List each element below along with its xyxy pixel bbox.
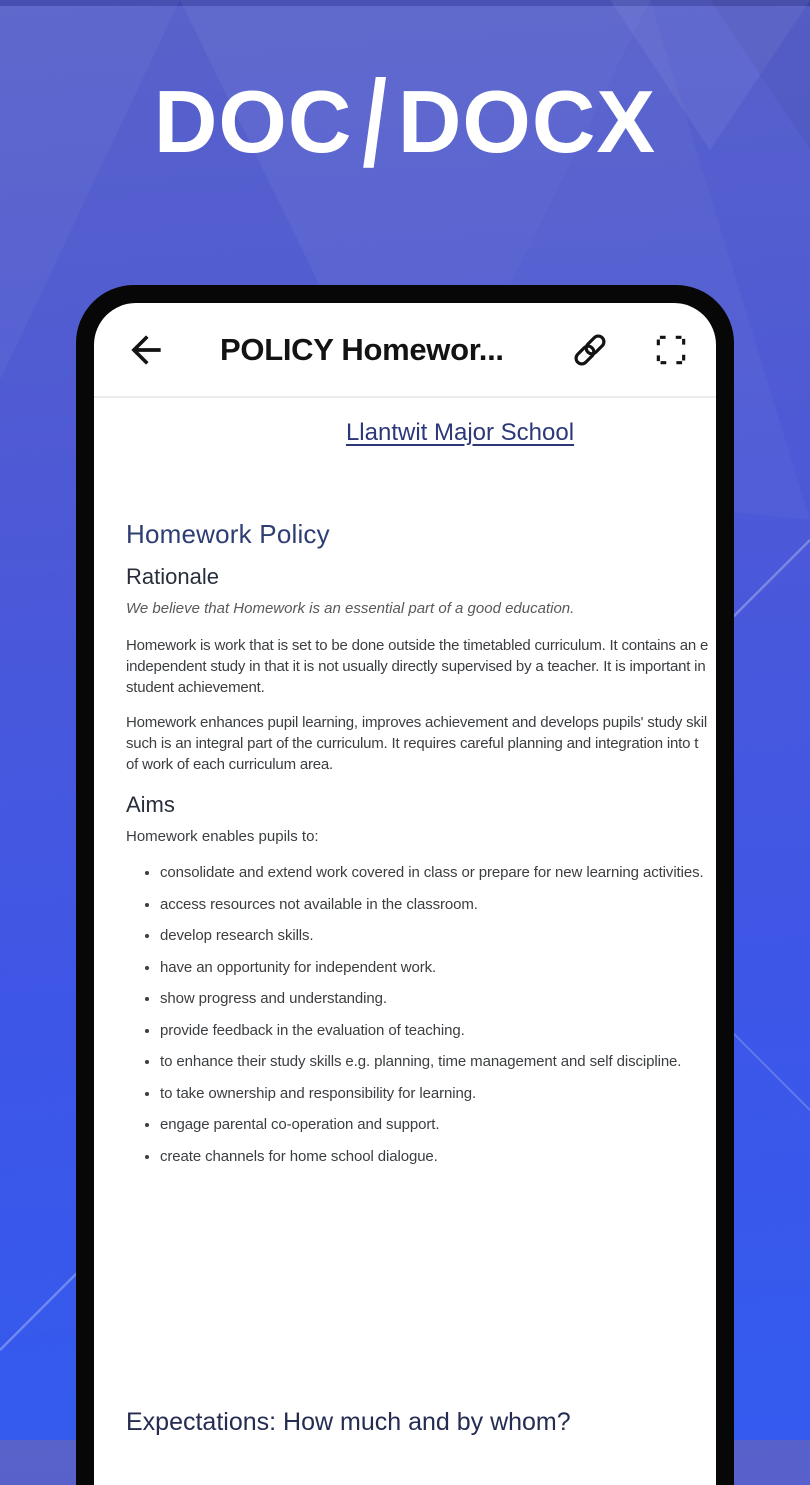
hero-slash: / [362, 54, 388, 191]
list-item: • to enhance their study skills e.g. planning, time management and self discipline. [160, 1052, 716, 1071]
hero-title-doc: DOC [153, 72, 353, 171]
list-item: • consolidate and extend work covered in class or prepare for new learning activities. [160, 863, 716, 882]
list-item: • to take ownership and responsibility for learning. [160, 1084, 716, 1103]
app-bar [94, 303, 716, 398]
list-item: • provide feedback in the evaluation of teaching. [160, 1021, 716, 1040]
link-button[interactable] [570, 328, 614, 372]
rationale-quote: We believe that Homework is an essential part of a good education. [126, 600, 575, 617]
rationale-paragraph-1 [126, 635, 716, 698]
list-item: • create channels for home school dialogue. [160, 1147, 716, 1166]
list-item: • show progress and understanding. [160, 989, 716, 1008]
list-item: • engage parental co-operation and support. [160, 1115, 716, 1134]
doc-heading-expectations: Expectations: How much and by whom? [126, 1407, 571, 1436]
paragraph-line: student achievement. [126, 679, 265, 696]
paragraph-line: independent study in that it is not usually directly supervised by a teacher. It is important in [126, 658, 706, 675]
paragraph-line: Homework is work that is set to be done outside the timetabled curriculum. It contains an e [126, 637, 709, 654]
list-item: • develop research skills. [160, 926, 716, 945]
list-item: • have an opportunity for independent work. [160, 958, 716, 977]
paragraph-line: of work of each curriculum area. [126, 756, 334, 773]
back-button[interactable] [124, 328, 168, 372]
school-name-link[interactable]: Llantwit Major School [345, 419, 575, 446]
paragraph-line: Homework enhances pupil learning, improves achievement and develops pupils' study skil [126, 714, 707, 731]
hero-title-docx: DOCX [397, 72, 657, 171]
doc-heading-rationale: Rationale [126, 564, 219, 589]
aims-intro: Homework enables pupils to: [126, 828, 319, 845]
phone-screen [94, 303, 716, 1485]
arrow-left-icon [124, 328, 168, 372]
hero-title [0, 54, 810, 191]
phone-frame [76, 285, 734, 1485]
link-icon [570, 330, 610, 370]
aims-list [126, 863, 716, 1166]
document-page [126, 398, 716, 1438]
list-item: • access resources not available in the classroom. [160, 895, 716, 914]
document-title: POLICY Homewor... [220, 331, 504, 367]
paragraph-line: such is an integral part of the curriculum. It requires careful planning and integration into t [126, 735, 699, 752]
doc-heading-homework-policy: Homework Policy [126, 519, 330, 549]
fullscreen-expand-icon [652, 331, 690, 369]
doc-heading-aims: Aims [126, 792, 175, 817]
fullscreen-button[interactable] [652, 328, 696, 372]
rationale-paragraph-2 [126, 712, 716, 775]
